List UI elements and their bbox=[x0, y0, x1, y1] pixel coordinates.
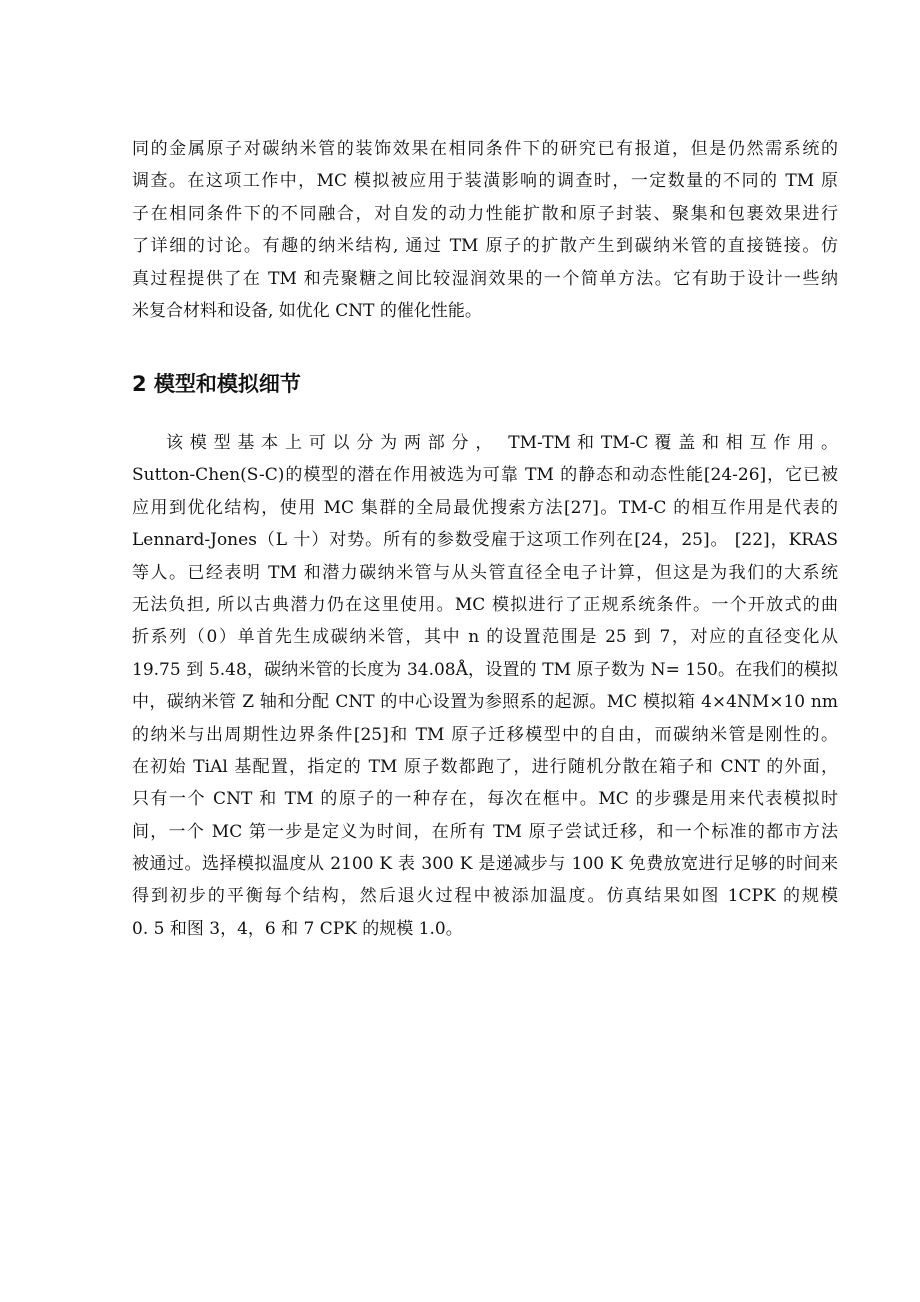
paragraph-line: 调查。在这项工作中，MC 模拟被应用于装潢影响的调查时，一定数量的不同的 TM 原 bbox=[132, 171, 838, 192]
paragraph-line: 应用到优化结构，使用 MC 集群的全局最优搜索方法[27]。TM-C 的相互作用是代表的 bbox=[132, 497, 838, 518]
paragraph-line: 19.75 到 5.48，碳纳米管的长度为 34.08Å，设置的 TM 原子数为 N= 150。在我们的模拟 bbox=[132, 659, 838, 680]
paragraph-line: 0. 5 和图 3，4，6 和 7 CPK 的规模 1.0。 bbox=[132, 918, 463, 939]
paragraph-line: 了详细的讨论。有趣的纳米结构, 通过 TM 原子的扩散产生到碳纳米管的直接链接。仿 bbox=[132, 236, 838, 257]
paragraph-line: 间，一个 MC 第一步是定义为时间，在所有 TM 原子尝试迁移，和一个标准的都市方法 bbox=[132, 821, 838, 842]
paragraph-line: 的纳米与出周期性边界条件[25]和 TM 原子迁移模型中的自由，而碳纳米管是刚性的。 bbox=[132, 724, 838, 745]
paragraph-line: 被通过。选择模拟温度从 2100 K 表 300 K 是递减步与 100 K 免费放宽进行足够的时间来 bbox=[132, 854, 838, 875]
paragraph-line: Lennard-Jones（L 十）对势。所有的参数受雇于这项工作列在[24，25]。 [22]，KRAS bbox=[132, 530, 838, 551]
paragraph-line: Sutton-Chen(S-C)的模型的潜在作用被选为可靠 TM 的静态和动态性能[24-26]，它已被 bbox=[132, 465, 838, 486]
paragraph-line: 等人。已经表明 TM 和潜力碳纳米管与从头管直径全电子计算，但这是为我们的大系统 bbox=[132, 562, 838, 583]
paragraph-line: 无法负担, 所以古典潜力仍在这里使用。MC 模拟进行了正规系统条件。一个开放式的曲 bbox=[132, 594, 838, 615]
paragraph-line: 中，碳纳米管 Z 轴和分配 CNT 的中心设置为参照系的起源。MC 模拟箱 4×4NM×10 nm bbox=[132, 692, 838, 713]
paragraph-line: 得到初步的平衡每个结构，然后退火过程中被添加温度。仿真结果如图 1CPK 的规模 bbox=[132, 886, 838, 907]
paragraph-line: 米复合材料和设备, 如优化 CNT 的催化性能。 bbox=[132, 300, 482, 321]
paragraph-line: 只有一个 CNT 和 TM 的原子的一种存在，每次在框中。MC 的步骤是用来代表模拟时 bbox=[132, 789, 838, 810]
paragraph-line: 在初始 TiAl 基配置，指定的 TM 原子数都跑了，进行随机分散在箱子和 CNT 的外面， bbox=[132, 756, 838, 777]
paragraph-line: 真过程提供了在 TM 和壳聚糖之间比较湿润效果的一个简单方法。它有助于设计一些纳 bbox=[132, 268, 838, 289]
intro-paragraph bbox=[132, 133, 838, 327]
paragraph-line: 子在相同条件下的不同融合，对自发的动力性能扩散和原子封装、聚集和包裹效果进行 bbox=[132, 203, 838, 224]
section-heading: 2 模型和模拟细节 bbox=[132, 372, 301, 396]
paragraph-line: 同的金属原子对碳纳米管的装饰效果在相同条件下的研究已有报道，但是仍然需系统的 bbox=[132, 139, 838, 159]
paragraph-line: 该 模 型 基 本 上 可 以 分 为 两 部 分 ， TM-TM 和 TM-C 覆 盖 和 相 互 作 用 。 bbox=[166, 433, 838, 453]
section-paragraph bbox=[132, 427, 838, 945]
paragraph-line: 折系列（0）单首先生成碳纳米管，其中 n 的设置范围是 25 到 7，对应的直径变化从 bbox=[132, 627, 838, 648]
